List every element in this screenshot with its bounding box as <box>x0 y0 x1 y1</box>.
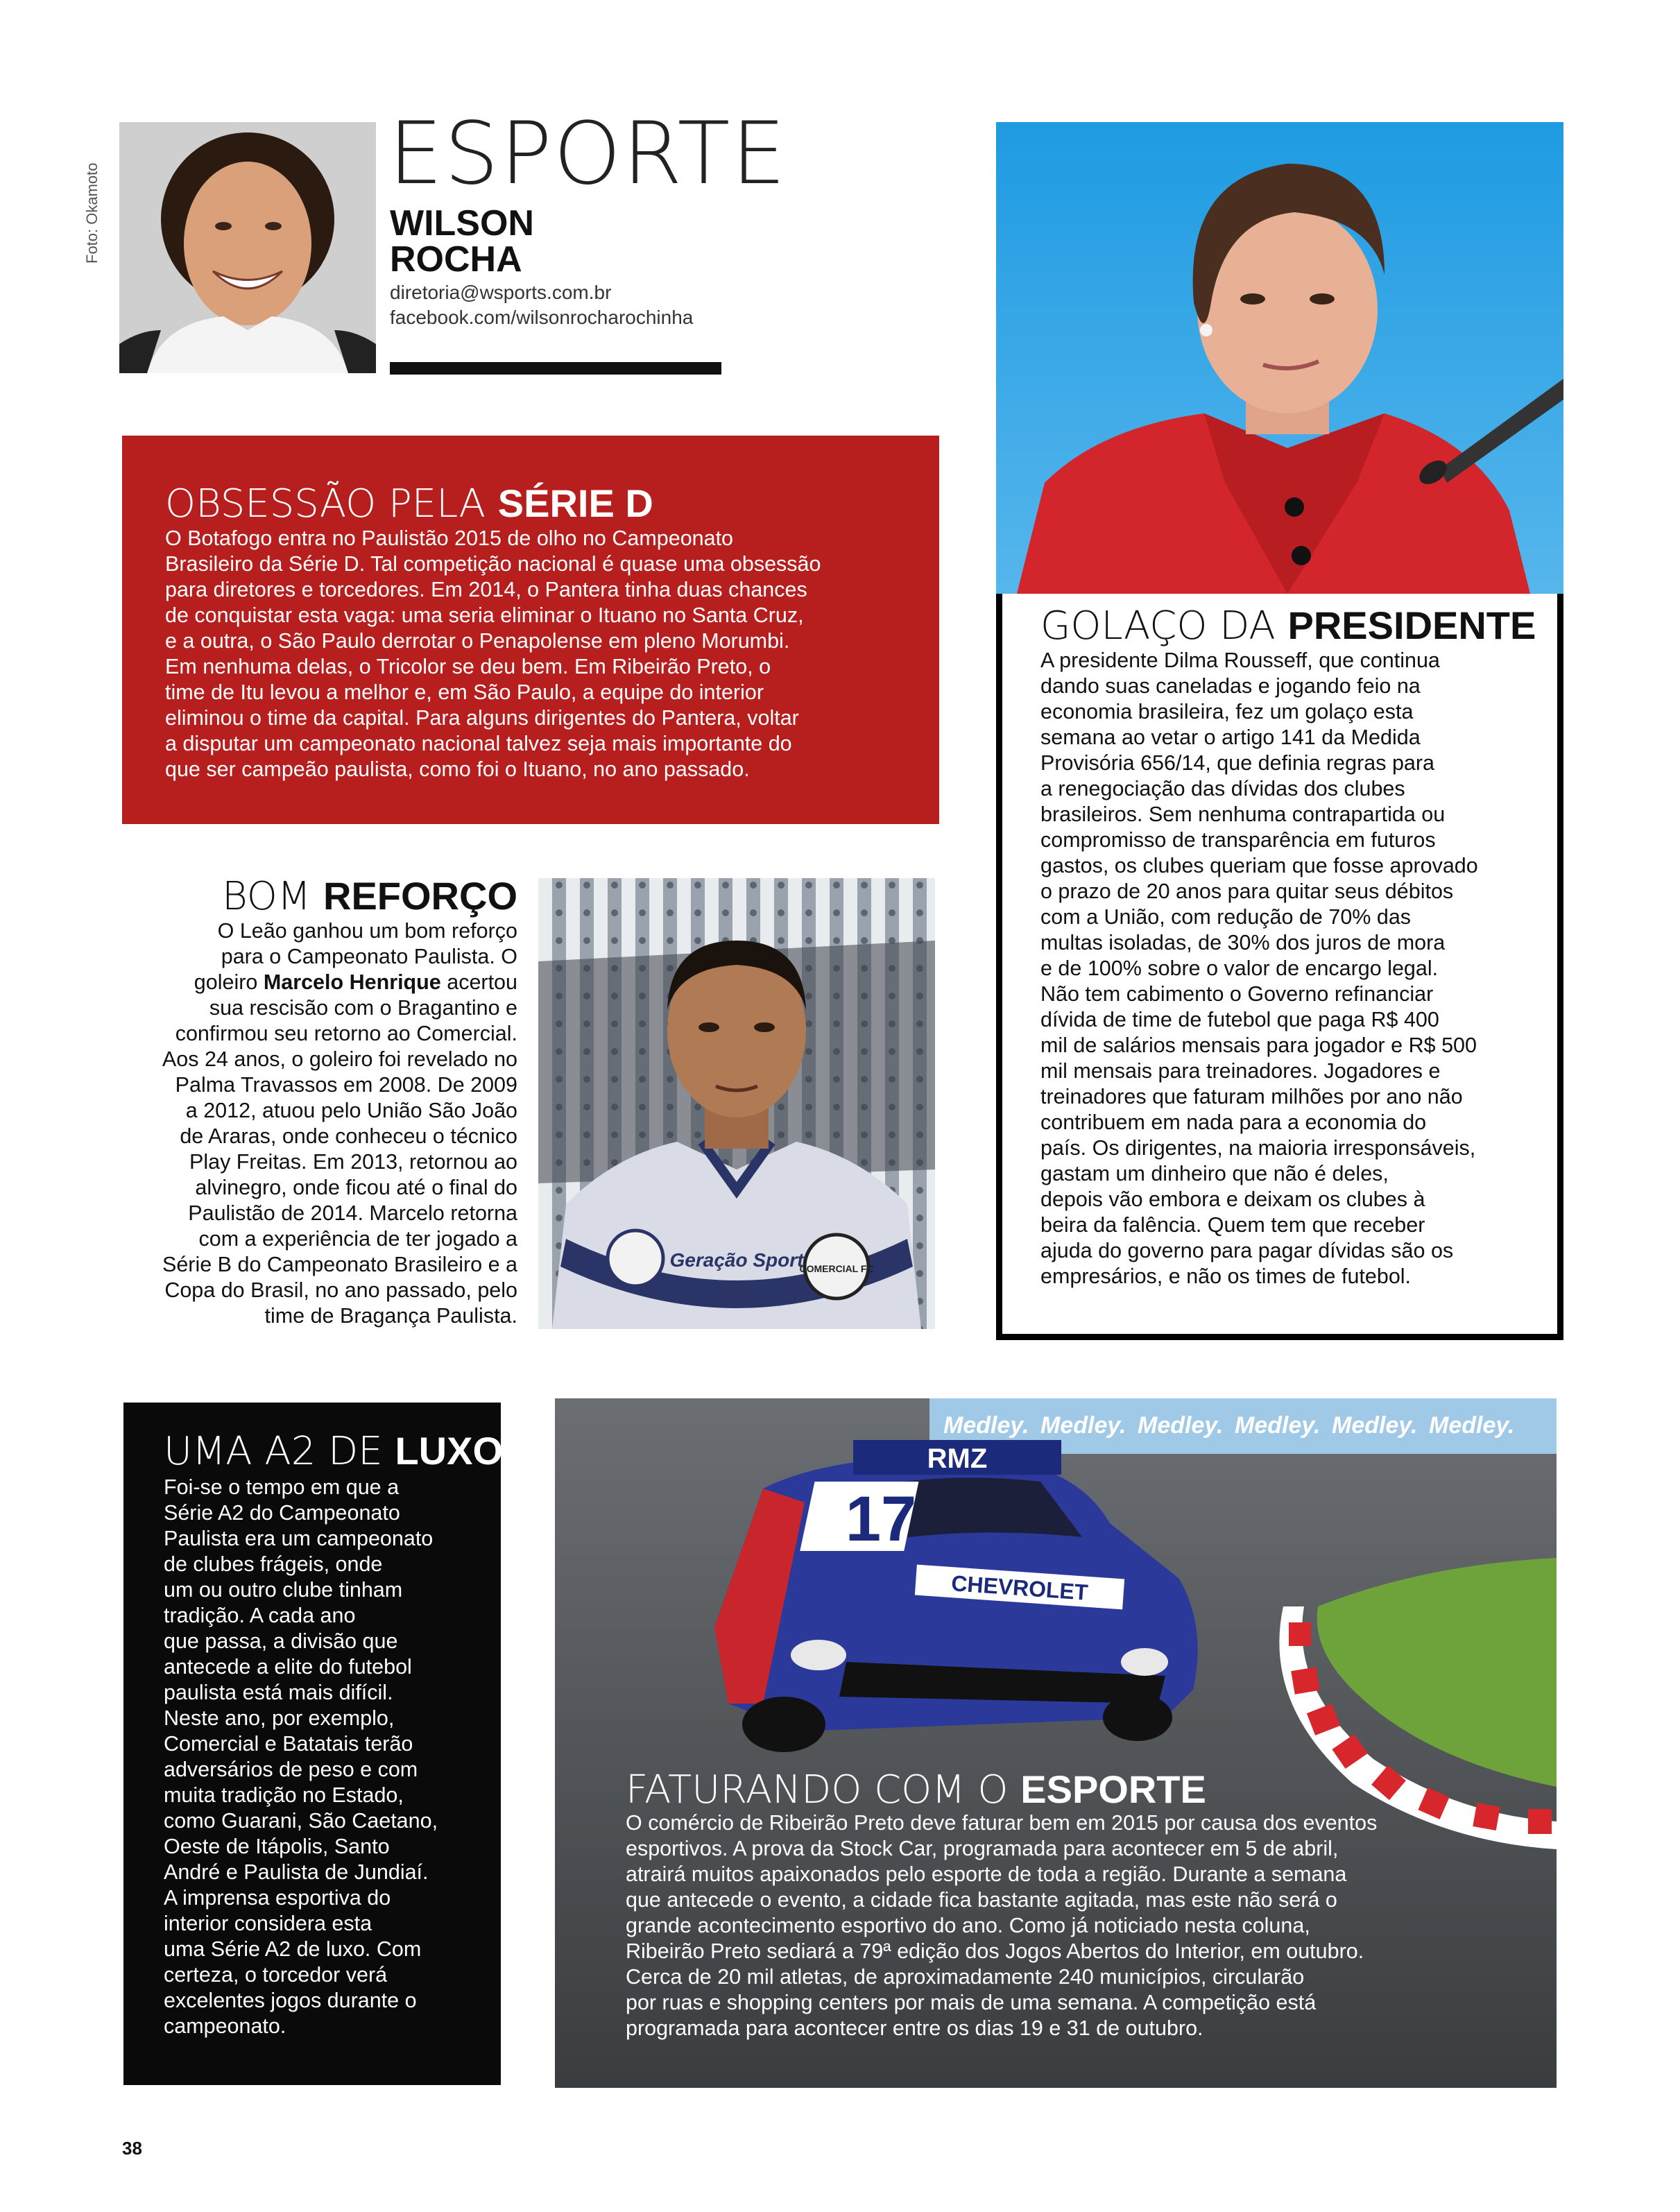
author-facebook[interactable]: facebook.com/wilsonrocharochinha <box>390 307 694 328</box>
author-photo <box>119 122 376 373</box>
luxo-line: André e Paulista de Jundiaí. <box>164 1860 429 1884</box>
banner-text: Medley. <box>1040 1412 1126 1439</box>
golaco-line: depois vão embora e deixam os clubes à <box>1040 1188 1425 1211</box>
obsessao-title <box>165 483 653 525</box>
golaco-line: multas isoladas, de 30% dos juros de mora <box>1040 931 1446 954</box>
author-contact <box>390 280 693 330</box>
obsessao-line: para diretores e torcedores. Em 2014, o Pantera tinha duas chances <box>165 578 807 601</box>
golaco-line: o prazo de 20 anos para quitar seus débitos <box>1040 880 1454 903</box>
jersey-sponsor-text: Geração Sport <box>669 1249 804 1271</box>
reforco-line: Palma Travassos em 2008. De 2009 <box>175 1073 517 1097</box>
luxo-line: antecede a elite do futebol <box>164 1655 412 1679</box>
luxo-line: Neste ano, por exemplo, <box>164 1706 395 1730</box>
golaco-line: economia brasileira, fez um golaço esta <box>1040 700 1414 723</box>
luxo-line: de clubes frágeis, onde <box>164 1552 383 1576</box>
golaco-line: mil mensais para treinadores. Jogadores e <box>1040 1059 1441 1083</box>
reforco-text: goleiro <box>194 970 264 994</box>
reforco-line: para o Campeonato Paulista. O <box>221 945 517 968</box>
reforco-line: sua rescisão com o Bragantino e <box>209 996 517 1020</box>
obsessao-title-bold: SÉRIE D <box>497 481 653 525</box>
reforco-line: time de Bragança Paulista. <box>264 1304 517 1328</box>
golaco-title-bold: PRESIDENTE <box>1287 603 1536 647</box>
luxo-line: excelentes jogos durante o <box>164 1989 417 2012</box>
author-last-name: ROCHA <box>390 239 522 280</box>
obsessao-line: Brasileiro da Série D. Tal competição nacional é quase uma obsessão <box>165 552 821 576</box>
luxo-line: A imprensa esportiva do <box>164 1886 391 1910</box>
golaco-line: Provisória 656/14, que definia regras para <box>1040 751 1434 775</box>
reforco-title-thin: BOM <box>222 874 323 919</box>
photo-credit: Foto: Okamoto <box>83 162 101 264</box>
obsessao-line: eliminou o time da capital. Para alguns dirigentes do Pantera, voltar <box>165 706 799 730</box>
luxo-line: tradição. A cada ano <box>164 1604 356 1627</box>
faturando-title <box>626 1769 1206 1811</box>
reforco-line: Aos 24 anos, o goleiro foi revelado no <box>162 1047 517 1071</box>
author-name <box>390 203 534 280</box>
luxo-line: Oeste de Itápolis, Santo <box>164 1835 390 1858</box>
reforco-line: a 2012, atuou pelo União São João <box>185 1099 517 1122</box>
luxo-line: como Guarani, São Caetano, <box>164 1809 438 1833</box>
luxo-line: que passa, a divisão que <box>164 1629 398 1653</box>
reforco-line: Série B do Campeonato Brasileiro e a <box>162 1253 517 1276</box>
faturando-title-thin: FATURANDO COM O <box>626 1767 1021 1812</box>
obsessao-line: O Botafogo entra no Paulistão 2015 de olho no Campeonato <box>165 526 734 550</box>
reforco-line: Paulistão de 2014. Marcelo retorna <box>188 1201 517 1225</box>
reforco-line: confirmou seu retorno ao Comercial. <box>175 1022 517 1045</box>
luxo-line: interior considera esta <box>164 1912 372 1935</box>
luxo-line: Paulista era um campeonato <box>164 1527 434 1550</box>
golaco-body <box>1040 648 1526 1289</box>
obsessao-line: que ser campeão paulista, como foi o Ituano, no ano passado. <box>165 757 750 781</box>
player-name: Marcelo Henrique <box>263 970 441 994</box>
faturando-line: grande acontecimento esportivo do ano. Como já noticiado nesta coluna, <box>626 1914 1310 1937</box>
luxo-title <box>164 1430 503 1473</box>
author-email[interactable]: diretoria@wsports.com.br <box>390 282 612 303</box>
golaco-line: mil de salários mensais para jogador e R$ 500 <box>1040 1034 1477 1057</box>
golaco-line: beira da falência. Quem tem que receber <box>1040 1213 1425 1237</box>
luxo-title-bold: LUXO <box>395 1429 504 1473</box>
reforco-line: Play Freitas. Em 2013, retornou ao <box>189 1150 517 1174</box>
banner-text: Medley. <box>1235 1412 1321 1439</box>
golaco-line: e de 100% sobre o valor de encargo legal. <box>1040 957 1439 980</box>
faturando-line: programada para acontecer entre os dias 19 e 31 de outubro. <box>626 2016 1203 2040</box>
crest-text: COMERCIAL FC <box>799 1263 874 1274</box>
player-photo <box>538 878 935 1329</box>
reforco-body <box>132 918 517 1329</box>
car-number: 17 <box>845 1484 917 1554</box>
reforco-line: com a experiência de ter jogado a <box>198 1227 517 1251</box>
faturando-line: Cerca de 20 mil atletas, de aproximadamente 240 municípios, circularão <box>626 1965 1305 1989</box>
luxo-line: um ou outro clube tinham <box>164 1578 403 1602</box>
faturando-line: esportivos. A prova da Stock Car, programada para acontecer em 5 de abril, <box>626 1837 1339 1860</box>
author-first-name: WILSON <box>390 203 534 243</box>
banner-text: Medley. <box>1429 1412 1515 1439</box>
banner-text: Medley. <box>943 1412 1029 1439</box>
luxo-line: uma Série A2 de luxo. Com <box>164 1937 422 1961</box>
golaco-line: país. Os dirigentes, na maioria irresponsáveis, <box>1040 1136 1476 1160</box>
golaco-line: semana ao vetar o artigo 141 da Medida <box>1040 726 1421 749</box>
luxo-line: certeza, o torcedor verá <box>164 1963 388 1987</box>
golaco-title <box>1040 605 1536 647</box>
luxo-line: paulista está mais difícil. <box>164 1681 393 1704</box>
luxo-line: Comercial e Batatais terão <box>164 1732 413 1756</box>
reforco-line: Copa do Brasil, no ano passado, pelo <box>164 1278 517 1302</box>
golaco-line: brasileiros. Sem nenhuma contrapartida ou <box>1040 803 1446 826</box>
luxo-line: campeonato. <box>164 2014 286 2038</box>
obsessao-title-thin: OBSESSÃO PELA <box>165 481 498 526</box>
obsessao-line: a disputar um campeonato nacional talvez seja mais importante do <box>165 732 792 755</box>
car-sponsor: RMZ <box>927 1443 988 1474</box>
golaco-title-thin: GOLAÇO DA <box>1040 603 1288 649</box>
banner-text: Medley. <box>1138 1412 1224 1439</box>
golaco-line: com a União, com redução de 70% das <box>1040 905 1412 929</box>
faturando-line: O comércio de Ribeirão Preto deve faturar bem em 2015 por causa dos eventos <box>626 1811 1378 1835</box>
golaco-line: dívida de time de futebol que paga R$ 400 <box>1040 1008 1439 1031</box>
golaco-line: Não tem cabimento o Governo refinanciar <box>1040 982 1434 1006</box>
golaco-line: empresários, e não os times de futebol. <box>1040 1264 1412 1288</box>
luxo-line: Série A2 do Campeonato <box>164 1501 400 1525</box>
golaco-line: gastam um dinheiro que não é deles, <box>1040 1162 1389 1185</box>
president-photo <box>996 122 1563 594</box>
golaco-line: contribuem em nada para a economia do <box>1040 1111 1427 1134</box>
obsessao-line: de conquistar esta vaga: uma seria eliminar o Ituano no Santa Cruz, <box>165 603 804 627</box>
reforco-line: alvinegro, onde ficou até o final do <box>195 1176 517 1199</box>
header-divider-bar <box>390 362 721 375</box>
luxo-title-thin: UMA A2 DE <box>164 1429 395 1474</box>
section-title: ESPORTE <box>388 104 787 204</box>
faturando-body <box>626 1810 1423 2041</box>
reforco-line <box>132 970 517 995</box>
faturando-line: que antecede o evento, a cidade fica bastante agitada, mas este não será o <box>626 1888 1337 1912</box>
golaco-line: treinadores que faturam milhões por ano não <box>1040 1085 1463 1108</box>
golaco-line: ajuda do governo para pagar dívidas são os <box>1040 1239 1454 1262</box>
golaco-line: dando suas caneladas e jogando feio na <box>1040 674 1421 698</box>
faturando-line: Ribeirão Preto sediará a 79ª edição dos Jogos Abertos do Interior, em outubro. <box>626 1939 1364 1963</box>
banner-text: Medley. <box>1332 1412 1418 1439</box>
faturando-line: por ruas e shopping centers por mais de uma semana. A competição está <box>626 1991 1317 2014</box>
golaco-line: a renegociação das dívidas dos clubes <box>1040 777 1405 800</box>
reforco-title-bold: REFORÇO <box>323 874 517 918</box>
luxo-line: Foi-se o tempo em que a <box>164 1475 400 1499</box>
faturando-line: atrairá muitos apaixonados pelo esporte de toda a região. Durante a semana <box>626 1862 1347 1886</box>
luxo-body <box>164 1475 455 2039</box>
luxo-line: adversários de peso e com <box>164 1758 418 1781</box>
page-number: 38 <box>122 2138 142 2159</box>
reforco-title <box>208 875 517 918</box>
golaco-line: compromisso de transparência em futuros <box>1040 828 1436 852</box>
obsessao-body <box>165 526 900 782</box>
obsessao-line: e a outra, o São Paulo derrotar o Penapolense em pleno Morumbi. <box>165 629 790 653</box>
golaco-line: gastos, os clubes queriam que fosse aprovado <box>1040 854 1478 877</box>
car-brand: CHEVROLET <box>950 1570 1089 1605</box>
reforco-text: acertou <box>440 970 517 994</box>
golaco-line: A presidente Dilma Rousseff, que continua <box>1040 649 1440 672</box>
faturando-title-bold: ESPORTE <box>1020 1767 1206 1811</box>
obsessao-line: time de Itu levou a melhor e, em São Paulo, a equipe do interior <box>165 680 764 704</box>
reforco-line: de Araras, onde conheceu o técnico <box>180 1124 517 1148</box>
luxo-line: muita tradição no Estado, <box>164 1783 404 1807</box>
reforco-line: O Leão ganhou um bom reforço <box>217 919 517 943</box>
obsessao-line: Em nenhuma delas, o Tricolor se deu bem. Em Ribeirão Preto, o <box>165 655 771 678</box>
